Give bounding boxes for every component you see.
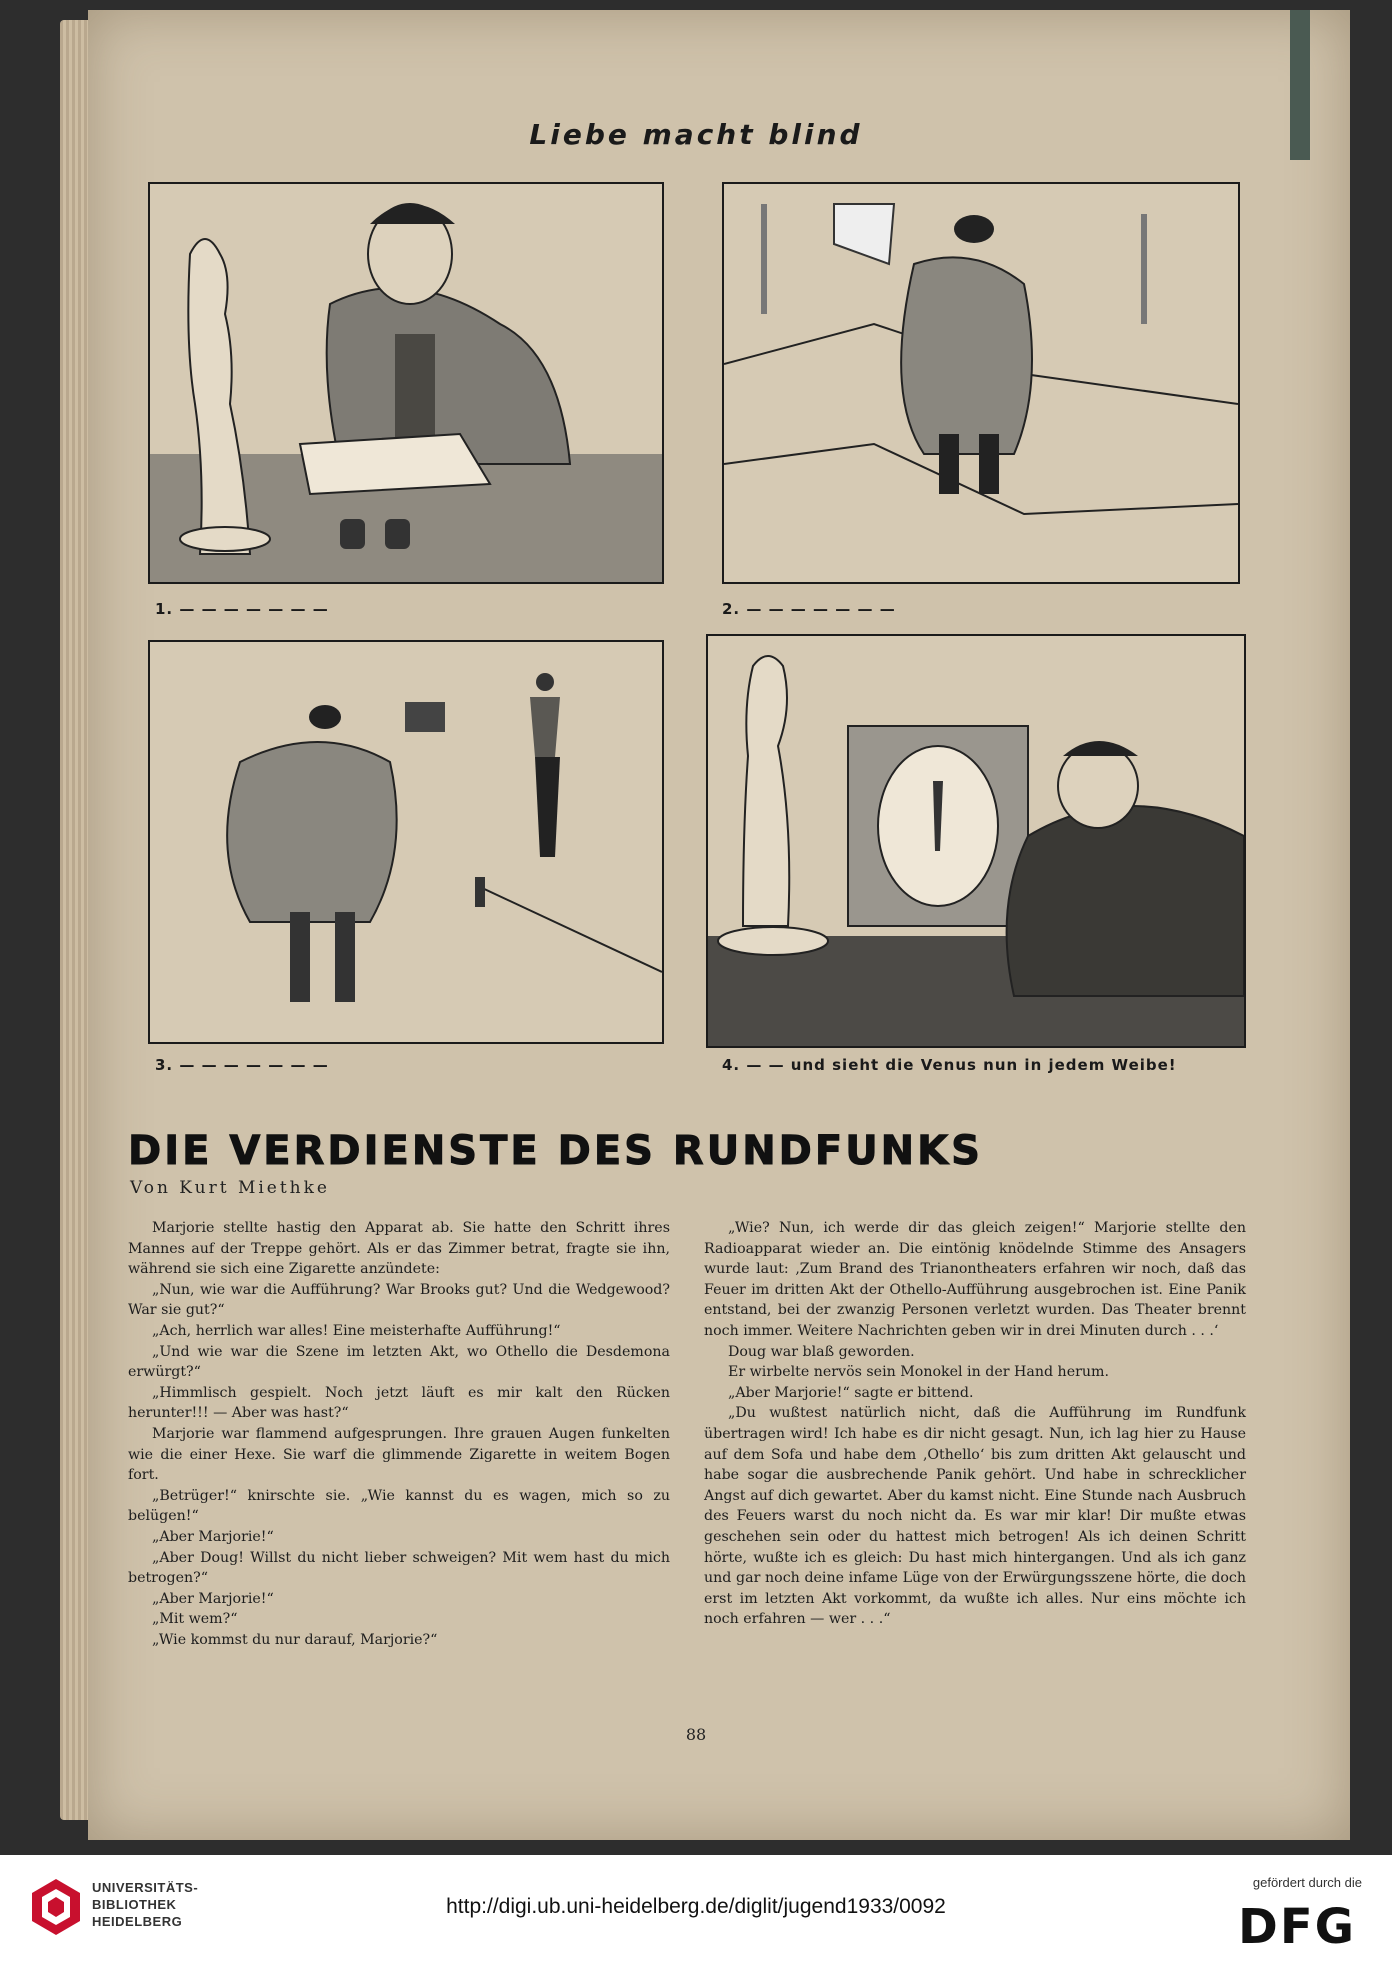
paragraph: Marjorie war flammend aufgesprungen. Ihre grauen Augen funkelten wie die einer Hexe. Sie warf die glimmende Zigarette in weitem Bogen fort. — [128, 1425, 670, 1484]
paragraph: Er wirbelte nervös sein Monokel in der Hand herum. — [728, 1364, 1109, 1381]
paragraph: „Nun, wie war die Aufführung? War Brooks gut? Und die Wedgewood? War sie gut?“ — [128, 1281, 670, 1319]
paragraph: „Wie kommst du nur darauf, Marjorie?“ — [152, 1631, 438, 1648]
paragraph: „Wie? Nun, ich werde dir das gleich zeigen!“ Marjorie stellte den Radioapparat wieder an. Die eintönig knödelnde Stimme des Ansagers wurde laut: ‚Zum Brand des Trianontheaters erfahren wir noch, daß das Feuer im dritten Akt der Othello-Aufführung ausgebrochen ist. Eine Panik entstand, bei der zwanzig Personen verletzt wurden. Das Theater brennt noch immer. Weitere Nachrichten geben wir in drei Minuten durch . . .‘ — [704, 1220, 1246, 1339]
cartoon-title: Liebe macht blind — [529, 118, 863, 151]
article-headline: DIE VERDIENSTE DES RUNDFUNKS — [128, 1128, 983, 1174]
paragraph: „Und wie war die Szene im letzten Akt, wo Othello die Desdemona erwürgt?“ — [128, 1343, 670, 1381]
paragraph: „Aber Marjorie!“ — [152, 1528, 274, 1545]
cartoon-panel-3 — [148, 640, 664, 1044]
paragraph: „Mit wem?“ — [152, 1611, 238, 1628]
paragraph: „Betrüger!“ knirschte sie. „Wie kannst du es wagen, mich so zu belügen!“ — [128, 1487, 670, 1525]
panel-4-caption: 4. — — und sieht die Venus nun in jedem Weibe! — [722, 1056, 1177, 1074]
permalink-url[interactable]: http://digi.ub.uni-heidelberg.de/diglit/jugend1933/0092 — [446, 1895, 946, 1918]
paragraph: „Aber Marjorie!“ sagte er bittend. — [728, 1384, 974, 1401]
cartoon-panel-1 — [148, 182, 664, 584]
paragraph: Doug war blaß geworden. — [728, 1343, 915, 1360]
article-column-left — [128, 1218, 670, 1650]
page-number: 88 — [685, 1725, 707, 1744]
panel-3-caption: 3. — — — — — — — — [155, 1056, 329, 1074]
panel-1-illustration — [150, 184, 662, 582]
panel-2-illustration — [724, 184, 1238, 582]
cartoon-panel-4 — [706, 634, 1246, 1048]
article-column-right — [704, 1218, 1246, 1630]
paragraph: „Himmlisch gespielt. Noch jetzt läuft es mir kalt den Rücken herunter!!! — Aber was hast?“ — [128, 1384, 670, 1422]
article-byline: Von Kurt Miethke — [130, 1178, 330, 1198]
paragraph: „Aber Marjorie!“ — [152, 1590, 274, 1607]
paragraph: „Ach, herrlich war alles! Eine meisterhafte Aufführung!“ — [152, 1322, 561, 1339]
paragraph: „Aber Doug! Willst du nicht lieber schweigen? Mit wem hast du mich betrogen?“ — [128, 1549, 670, 1587]
cartoon-panel-2 — [722, 182, 1240, 584]
viewer-footer — [0, 1855, 1392, 1965]
paragraph: „Du wußtest natürlich nicht, daß die Aufführung im Rundfunk übertragen wird! Ich habe es dir nicht gesagt. Nun, ich lag hier zu Hause auf dem Sofa und habe dem ‚Othello‘ bis zum dritten Akt gelauscht und habe sogar die ausbrechende Panik gehört. Und habe in schrecklicher Angst auf dich gewartet. Aber du kamst nicht. Eine Stunde nach Ausbruch des Feuers warst du noch nicht da. Es war mir klar! Dir mußte etwas geschehen sein oder du hattest mich betrogen! Als ich deinen Schritt hörte, wußte ich es gleich: Du hast mich hintergangen. Und als ich ganz und gar noch deine infame Lüge von der Erwürgungsszene hörte, die doch erst im letzten Akt vorkommt, da wußte ich alles. Nur eins möchte ich noch erfahren — wer . . .“ — [704, 1405, 1246, 1628]
panel-4-illustration — [708, 636, 1244, 1046]
panel-1-caption: 1. — — — — — — — — [155, 600, 329, 618]
panel-2-caption: 2. — — — — — — — — [722, 600, 896, 618]
university-library-name: UNIVERSITÄTS- BIBLIOTHEK HEIDELBERG — [92, 1880, 199, 1929]
funding-label: gefördert durch die — [1252, 1875, 1362, 1890]
paragraph: Marjorie stellte hastig den Apparat ab. Sie hatte den Schritt ihres Mannes auf der Treppe gehört. Als er das Zimmer betrat, fragte sie ihn, während sie sich eine Zigarette anzündete: — [128, 1220, 670, 1278]
panel-3-illustration — [150, 642, 662, 1042]
dfg-logo: DFG — [1237, 1899, 1356, 1955]
